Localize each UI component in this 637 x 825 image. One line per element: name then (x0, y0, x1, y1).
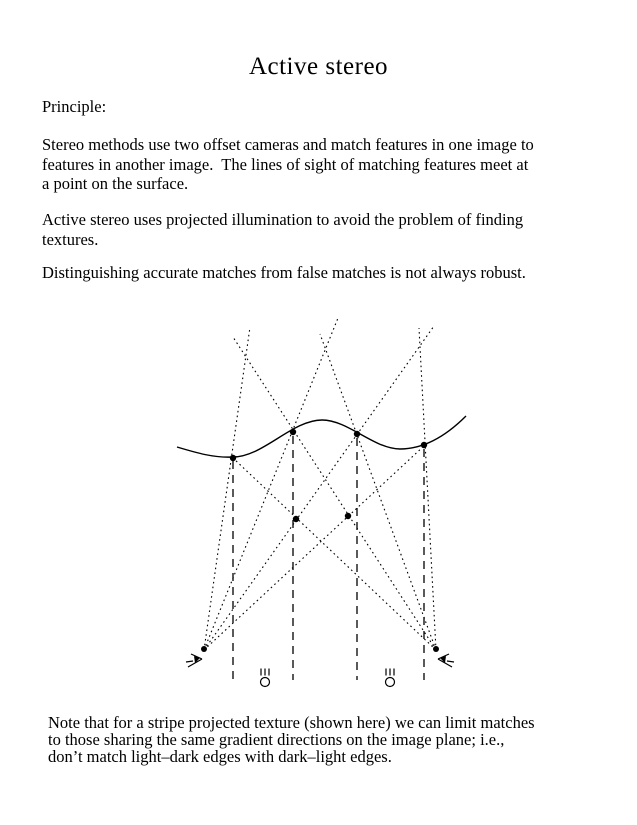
projector-icon (386, 678, 395, 687)
projector-icon (261, 678, 270, 687)
text-line: Principle: (42, 97, 107, 116)
text-line: features in another image. The lines of sight of matching features meet at (42, 154, 529, 174)
match-point (290, 429, 296, 435)
surface-curve (177, 416, 466, 457)
note-paragraph (48, 714, 535, 765)
sight-ray-left-ray-1 (204, 327, 250, 650)
sight-ray-right-ray-2 (233, 337, 436, 650)
sight-ray-right-ray-1 (233, 458, 436, 650)
sight-ray-left-ray-2 (204, 318, 338, 650)
match-point (421, 442, 427, 448)
eye-icon (438, 654, 454, 667)
sight-ray-left-ray-4 (204, 445, 425, 650)
sight-ray-right-ray-4 (419, 328, 436, 650)
sight-ray-right-ray-3 (320, 334, 436, 650)
text-line: to those sharing the same gradient directions on the image plane; i.e., (48, 730, 505, 749)
text-line: Active stereo uses projected illumination to avoid the problem of finding (42, 210, 524, 229)
eye-nodal-point (433, 646, 439, 652)
text-line: don’t match light–dark edges with dark–light edges. (48, 747, 392, 766)
page-title: Active stereo (248, 53, 389, 80)
text-line: Distinguishing accurate matches from false matches is not always robust. (42, 263, 526, 282)
match-point (230, 455, 236, 461)
eye-icon (186, 654, 202, 667)
text-line: a point on the surface. (42, 174, 189, 193)
false-match-point (345, 513, 351, 519)
eye-nodal-point (201, 646, 207, 652)
sight-ray-left-ray-3 (204, 326, 434, 650)
text-line: textures. (42, 229, 99, 249)
false-match-point (293, 516, 299, 522)
text-line: Stereo methods use two offset cameras and match features in one image to (42, 135, 534, 154)
match-point (354, 431, 360, 437)
text-line: Note that for a stripe projected texture (shown here) we can limit matches (48, 713, 535, 732)
